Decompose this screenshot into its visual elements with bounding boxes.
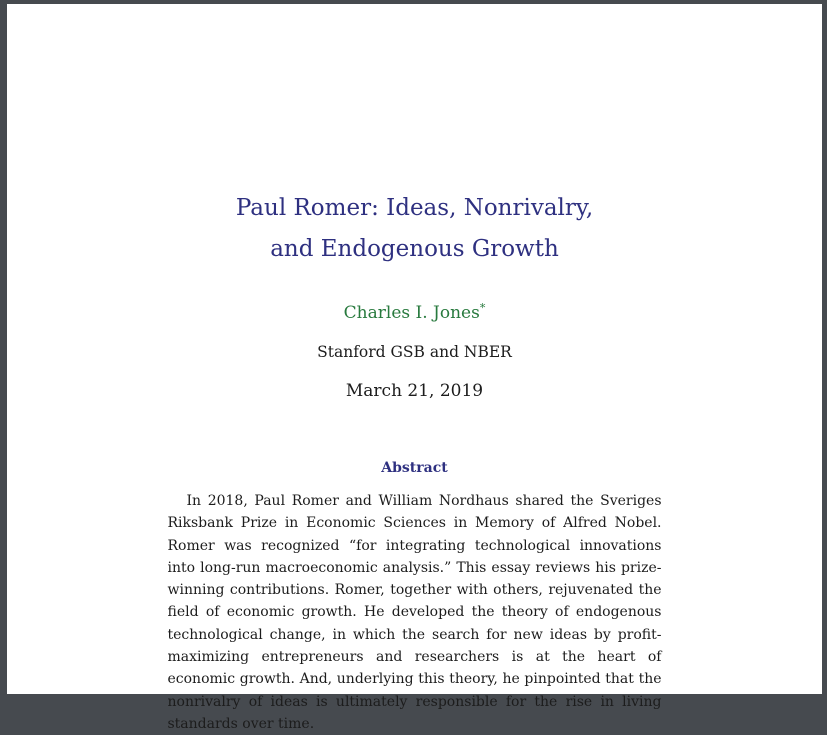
- paper-page: [7, 4, 822, 732]
- abstract-text: In 2018, Paul Romer and William Nordhaus shared the Sveriges Riksbank Prize in Economic Sciences in Memory of Alfred Nobel. Romer was recognized “for integrating technological innovations into long-run macroeconomic analysis.” This essay reviews his prize-winning contributions. Romer, together with others, rejuvenated the field of economic growth. He developed the theory of endogenous technological change, in which the search for new ideas by profit-maximizing entrepreneurs and researchers is at the heart of economic growth. And, underlying this theory, he pinpointed that the nonrivalry of ideas is ultimately responsible for the rise in living standards over time.: [167, 493, 662, 732]
- author-footnote-marker: *: [479, 301, 486, 315]
- abstract-heading: Abstract: [381, 460, 448, 476]
- affiliation: Stanford GSB and NBER: [317, 343, 512, 361]
- paper-title-line-1: Paul Romer: Ideas, Nonrivalry,: [235, 195, 594, 221]
- author-name: Charles I. Jones: [343, 303, 480, 323]
- paper-title-line-2: and Endogenous Growth: [270, 236, 559, 262]
- publication-date: March 21, 2019: [345, 381, 484, 401]
- author-line: [7, 301, 822, 325]
- paper-title: [7, 188, 822, 270]
